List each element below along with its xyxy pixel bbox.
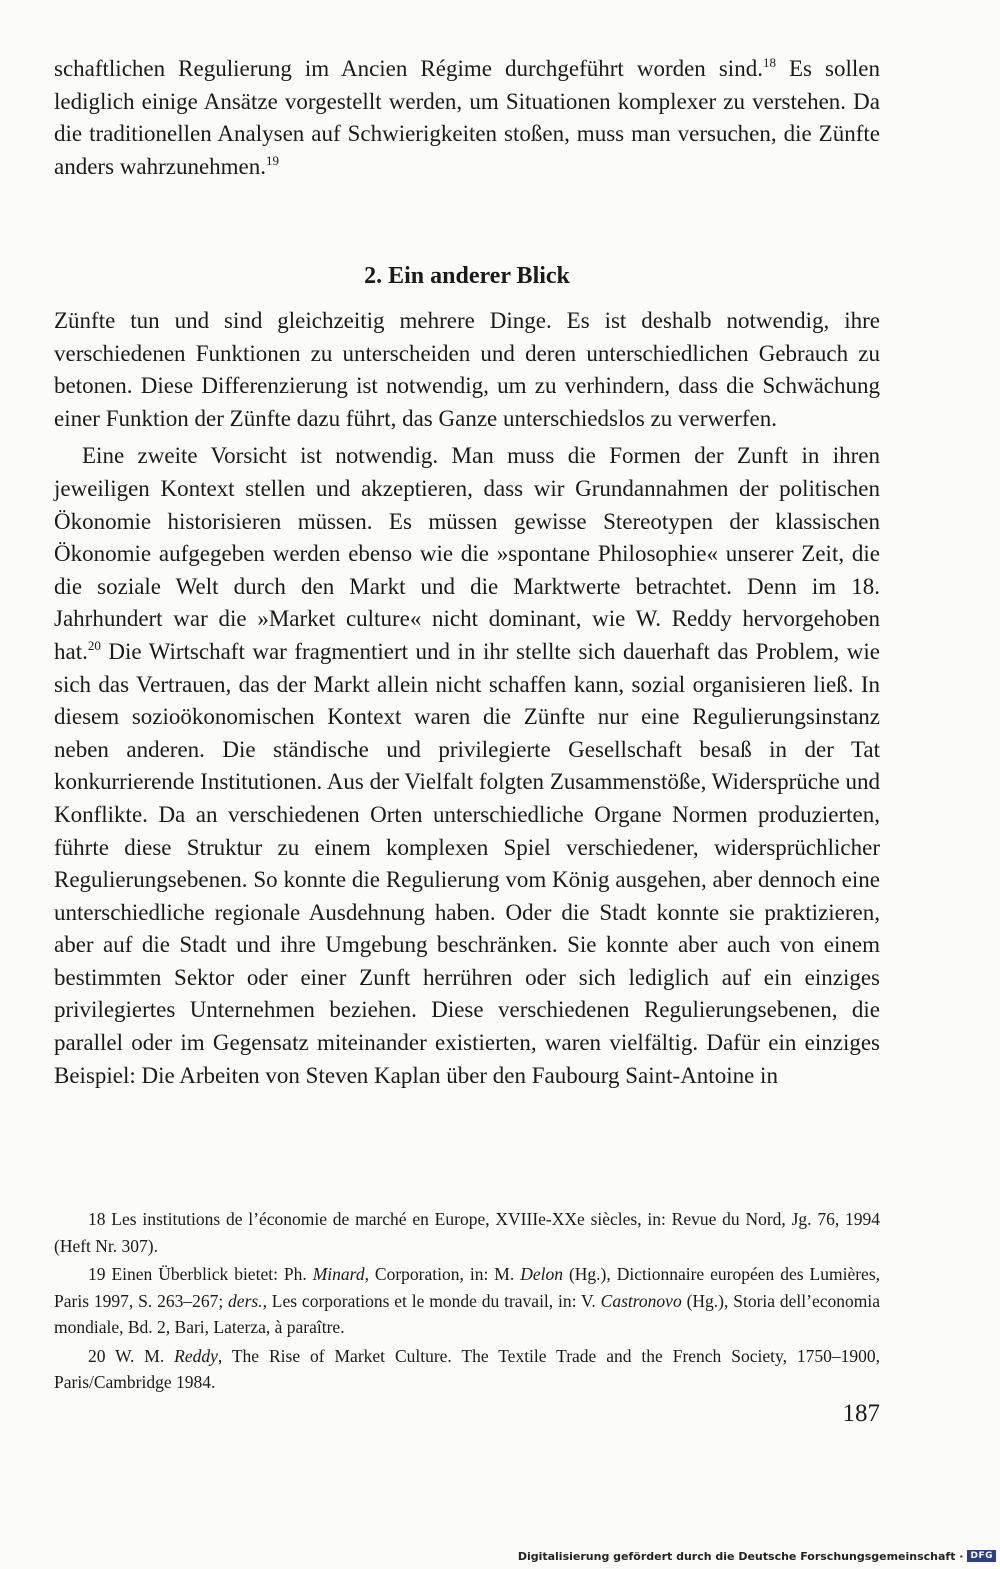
- intro-text-before-note: schaftlichen Regulierung im Ancien Régime durchgeführt worden sind.: [54, 56, 763, 81]
- footnote-19-author1: Minard: [312, 1264, 365, 1284]
- footnote-18: [54, 1206, 880, 1259]
- footnote-18-text: Les institutions de l’économie de marché en Europe, XVIIIe-XXe siècles, in: Revue du Nord, Jg. 76, 1994 (Heft Nr. 307).: [54, 1209, 880, 1256]
- footnote-20-part2: , The Rise of Market Culture. The Textile Trade and the French Society, 1750–1900, Paris/Cambridge 1984.: [54, 1345, 880, 1392]
- footnote-ref-18: 18: [762, 55, 776, 70]
- footnote-19-part3: (Hg.), Dictionnaire européen des Lumières, Paris 1997, S. 263–267;: [54, 1264, 881, 1311]
- footnote-18-number: 18: [88, 1209, 106, 1229]
- main-body: [54, 305, 880, 1092]
- footnote-20-author1: Reddy: [174, 1345, 218, 1366]
- footnote-19-part5: (Hg.), Storia dell’economia mondiale, Bd. 2, Bari, Laterza, à paraître.: [54, 1290, 880, 1337]
- footnote-19-author2: Delon: [520, 1264, 563, 1284]
- footnote-19-author4: Castronovo: [600, 1290, 682, 1311]
- intro-text: [54, 53, 880, 183]
- paragraph-2-text-after-note: Die Wirtschaft war fragmentiert und in ihr stellte sich dauerhaft das Problem, wie sich das Vertrauen, das der Markt allein nicht schaffen kann, sozial organisieren ließ. In diesem sozioökonomischen Kontext waren die Zünfte nur eine Regulierungsinstanz neben anderen. Die ständische und privilegierte Gesellschaft besaß in der Tat konkurrierende Institutionen. Aus der Vielfalt folgten Zusammenstöße, Widersprüche und Konflikte. Da an verschiedenen Orten unterschiedliche Organe Normen produzierten, führte diese Struktur zu einem komplexen Spiel verschiedener, widersprüchlicher Regulierungsebenen. So konnte die Regulierung vom König ausgehen, aber dennoch eine unterschiedliche regionale Ausdehnung haben. Oder die Stadt konnte sie praktizieren, aber auf die Stadt und ihre Umgebung beschränken. Sie konnte aber auch von einem bestimmten Sektor oder einer Zunft herrühren oder sich lediglich auf ein einziges privilegiertes Unternehmen beziehen. Diese verschiedenen Regulierungsebenen, die parallel oder im Gegensatz miteinander existierten, waren vielfältig. Dafür ein einziges Beispiel: Die Arbeiten von Steven Kaplan über den Faubourg Saint-Antoine in: [54, 638, 880, 1088]
- section-heading: 2. Ein anderer Blick: [364, 262, 570, 289]
- footnote-19: [54, 1261, 880, 1341]
- paragraph-2-text-before-note: Eine zweite Vorsicht ist notwendig. Man muss die Formen der Zunft in ihren jeweiligen Kontext stellen und akzeptieren, dass wir Grundannahmen der politischen Ökonomie historisieren müssen. Es müssen gewisse Stereotypen der klassischen Ökonomie aufgegeben werden ebenso wie die »spontane Philosophie« unserer Zeit, die die soziale Welt durch den Markt und die Marktwerte betrachtet. Denn im 18. Jahrhundert war die »Market culture« nicht dominant, wie W. Reddy hervorgehoben hat.: [54, 443, 880, 664]
- paragraph-1: Zünfte tun und sind gleichzeitig mehrere Dinge. Es ist deshalb notwendig, ihre verschiedenen Funktionen zu unterscheiden und deren unterschiedlichen Gebrauch zu betonen. Diese Differenzierung ist notwendig, um zu verhindern, dass die Schwächung einer Funktion der Zünfte dazu führt, das Ganze unterschiedslos zu verwerfen.: [54, 308, 880, 431]
- footnote-19-part1: Einen Überblick bietet: Ph.: [111, 1264, 313, 1284]
- footnote-19-part4: , Les corporations et le monde du travail, in: V.: [262, 1290, 601, 1311]
- page-number: 187: [842, 1400, 880, 1427]
- intro-paragraph: [54, 53, 880, 183]
- dfg-logo-icon: DFG: [967, 1550, 996, 1562]
- footnote-19-part2: , Corporation, in: M.: [364, 1264, 521, 1284]
- footnote-20: [54, 1343, 880, 1396]
- footnote-ref-19: 19: [266, 152, 280, 168]
- digitization-notice: [518, 1547, 996, 1565]
- digitization-notice-text: Digitalisierung gefördert durch die Deutsche Forschungsgemeinschaft ·: [517, 1549, 964, 1563]
- footnotes: [54, 1206, 880, 1398]
- footnote-20-part1: W. M.: [115, 1345, 175, 1366]
- paragraph-2: [54, 440, 880, 1092]
- footnote-19-number: 19: [88, 1264, 106, 1284]
- footnote-19-author3: ders.: [228, 1290, 263, 1311]
- footnote-20-number: 20: [88, 1345, 106, 1366]
- intro-text-middle: Es sollen lediglich einige Ansätze vorgestellt werden, um Situationen komplexer zu verstehen. Da die traditionellen Analysen auf Schwierigkeiten stoßen, muss man versuchen, die Zünfte anders wahrzunehmen.: [54, 56, 880, 179]
- footnote-ref-20: 20: [87, 637, 101, 653]
